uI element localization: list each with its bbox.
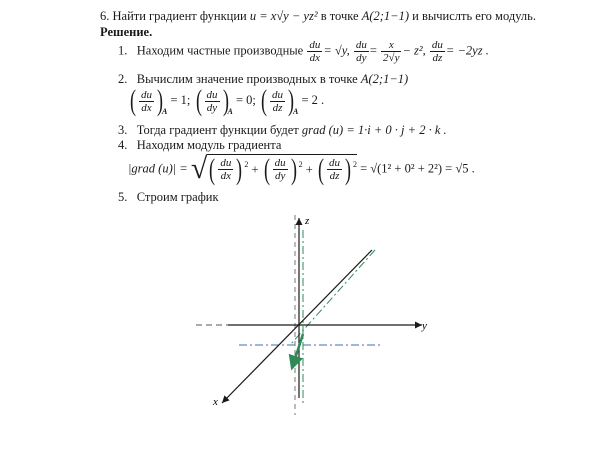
step-2-derivative-y: $\frac{du}{dy}$ — [206, 88, 218, 114]
problem-number: 6. — [100, 9, 110, 23]
step-4-derivative-x: $\frac{du}{dx}$ — [220, 157, 232, 182]
step-2-derivative-x: $\frac{du}{dx}$ — [141, 88, 152, 114]
step-2-value-y: = 0; — [235, 92, 256, 107]
paren-open: ( — [261, 84, 267, 117]
step-2-subscript-x: A — [162, 106, 168, 116]
solution-label: Решение. — [100, 25, 153, 39]
paren-close: ) — [344, 152, 351, 186]
axis-label-y: y — [422, 320, 427, 332]
step-4-number: 4. — [118, 138, 128, 152]
step-1-rest-y: − z², — [402, 43, 426, 58]
plus: + — [251, 162, 259, 176]
paren-open: ( — [195, 84, 202, 117]
step-5-number: 5. — [118, 190, 128, 204]
problem-text-mid: в точке — [320, 9, 359, 23]
step-2-point: A(2;1−1) — [360, 72, 409, 86]
step-1-derivative-x: $\frac{du}{dx}$ — [309, 39, 321, 64]
power: 2 — [352, 159, 357, 169]
step-3-number: 3. — [118, 123, 128, 137]
power: 2 — [298, 159, 303, 169]
problem-function: u = x√y − yz² — [249, 9, 318, 23]
paren-close: ) — [236, 152, 243, 186]
step-4-derivative-y: $\frac{du}{dy}$ — [274, 157, 286, 182]
paren-close: ) — [157, 84, 163, 117]
step-2-subscript-y: A — [227, 106, 233, 116]
paren-close: ) — [288, 84, 294, 117]
gradient-vector — [292, 334, 303, 368]
step-2-text: Вычислим значение производных в точке — [136, 72, 358, 86]
paren-open: ( — [263, 152, 270, 186]
step-5-text: Строим график — [136, 190, 219, 204]
step-4-text: Находим модуль градиента — [136, 138, 282, 152]
step-2-derivative-z: $\frac{du}{dz}$ — [272, 88, 283, 114]
step-1-number: 1. — [118, 43, 128, 58]
problem-point: A(2;1−1) — [361, 9, 410, 23]
step-2-value-x: = 1; — [170, 92, 191, 107]
paren-close: ) — [290, 152, 297, 186]
step-4-derivative-z: $\frac{du}{dz}$ — [328, 157, 340, 182]
problem-text-after: и вычислть его модуль. — [412, 9, 536, 23]
step-2-subscript-z: A — [293, 106, 299, 116]
step-1-value-x: = √y, — [323, 43, 350, 58]
step-1-derivative-y: $\frac{du}{dy}$ — [355, 39, 367, 64]
axis-label-z: z — [305, 215, 310, 227]
step-3-formula: grad (u) = 1·i + 0 · j + 2 · k . — [301, 123, 447, 137]
step-2-number: 2. — [118, 72, 128, 86]
x-axis — [222, 250, 372, 403]
plus: + — [305, 162, 313, 176]
step-1-text: Находим частные производные — [136, 43, 304, 58]
step-1-fraction-y: $\frac{x}{2√y}$ — [383, 39, 400, 64]
problem-text: Найти градиент функции — [112, 9, 247, 23]
axis-label-x: x — [213, 396, 218, 408]
step-4-lhs: |grad (u)| = — [128, 161, 188, 176]
step-2-value-z: = 2 . — [301, 92, 325, 107]
step-1-derivative-z: $\frac{du}{dz}$ — [431, 39, 443, 64]
paren-close: ) — [222, 84, 229, 117]
step-1-eq-y: = — [369, 43, 377, 58]
paren-open: ( — [130, 84, 136, 117]
paren-open: ( — [209, 152, 216, 186]
paren-open: ( — [317, 152, 324, 186]
big-sqrt-sign: √ — [190, 152, 208, 185]
power: 2 — [244, 159, 249, 169]
step-3-text: Тогда градиент функции будет — [136, 123, 299, 137]
step-4-rhs: = √(1² + 0² + 2²) = √5 . — [360, 161, 475, 176]
step-1-value-z: = −2yz . — [445, 43, 489, 58]
